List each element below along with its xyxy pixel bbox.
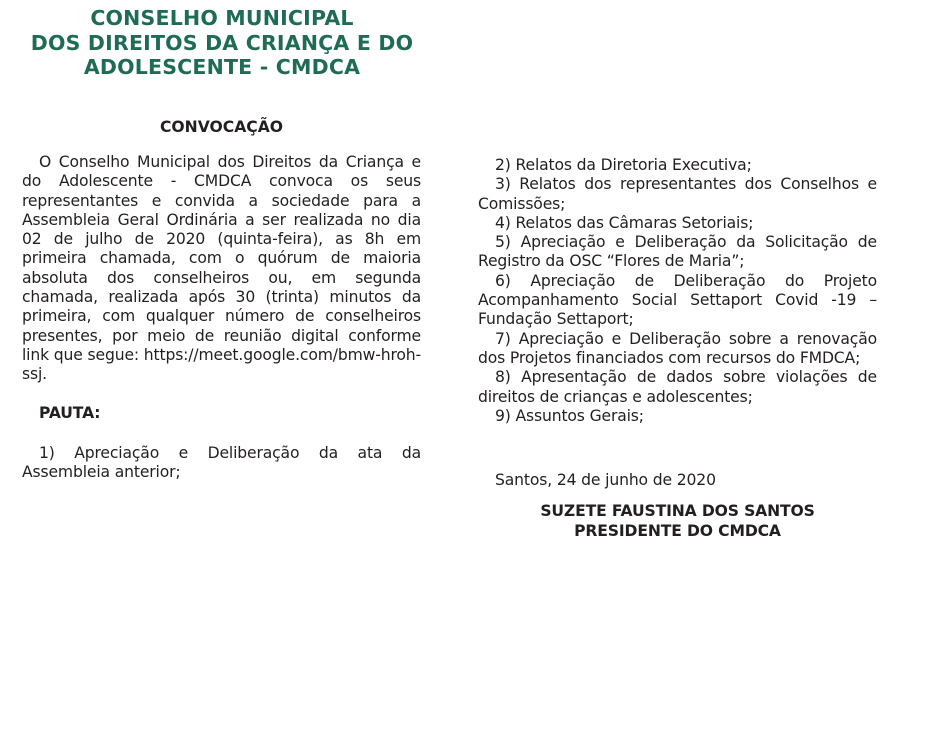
pauta-item-9: 9) Assuntos Gerais; [495, 406, 644, 425]
convocacao-heading: CONVOCAÇÃO [159, 118, 284, 136]
convocacao-body: O Conselho Municipal dos Direitos da Criança e do Adolescente - CMDCA convoca os seus representantes e convida a sociedade para a Assembleia Geral Ordinária a ser realizada no dia 02 de julho de 2020 (quinta-feira), as 8h em primeira chamada, com o quórum de maioria absoluta dos conselheiros ou, em segunda chamada, realizada após 30 (trinta) minutos da primeira, com qualquer número de conselheiros presentes, por meio de reunião digital conforme link que segue: https://meet.google.com/bmw-hroh-ssj. [22, 153, 421, 384]
signature-block [478, 502, 877, 541]
pauta-item-6: 6) Apreciação de Deliberação do Projeto Acompanhamento Social Settaport Covid -19 – Fundação Settaport; [478, 271, 877, 329]
pauta-item-5: 5) Apreciação e Deliberação da Solicitação de Registro da OSC “Flores de Maria”; [478, 233, 877, 271]
pauta-item-4: 4) Relatos das Câmaras Setoriais; [495, 213, 754, 232]
council-title-line-1: CONSELHO MUNICIPAL [90, 6, 354, 30]
left-column [22, 153, 421, 482]
date-line: Santos, 24 de junho de 2020 [495, 471, 716, 490]
council-title [22, 6, 422, 80]
signer-name: SUZETE FAUSTINA DOS SANTOS [540, 502, 815, 521]
pauta-item-1: 1) Apreciação e Deliberação da ata da Assembleia anterior; [22, 443, 421, 482]
signer-role: PRESIDENTE DO CMDCA [574, 521, 781, 540]
pauta-item-2: 2) Relatos da Diretoria Executiva; [495, 156, 752, 174]
pauta-heading: PAUTA: [39, 403, 101, 422]
council-title-line-2: DOS DIREITOS DA CRIANÇA E DO [30, 30, 414, 55]
right-column [478, 156, 877, 541]
pauta-item-7: 7) Apreciação e Deliberação sobre a renovação dos Projetos financiados com recursos do FMDCA; [478, 329, 877, 367]
council-title-line-3: ADOLESCENTE - CMDCA [83, 55, 361, 79]
pauta-item-8: 8) Apresentação de dados sobre violações de direitos de crianças e adolescentes; [478, 368, 877, 406]
pauta-item-3: 3) Relatos dos representantes dos Conselhos e Comissões; [478, 175, 877, 213]
